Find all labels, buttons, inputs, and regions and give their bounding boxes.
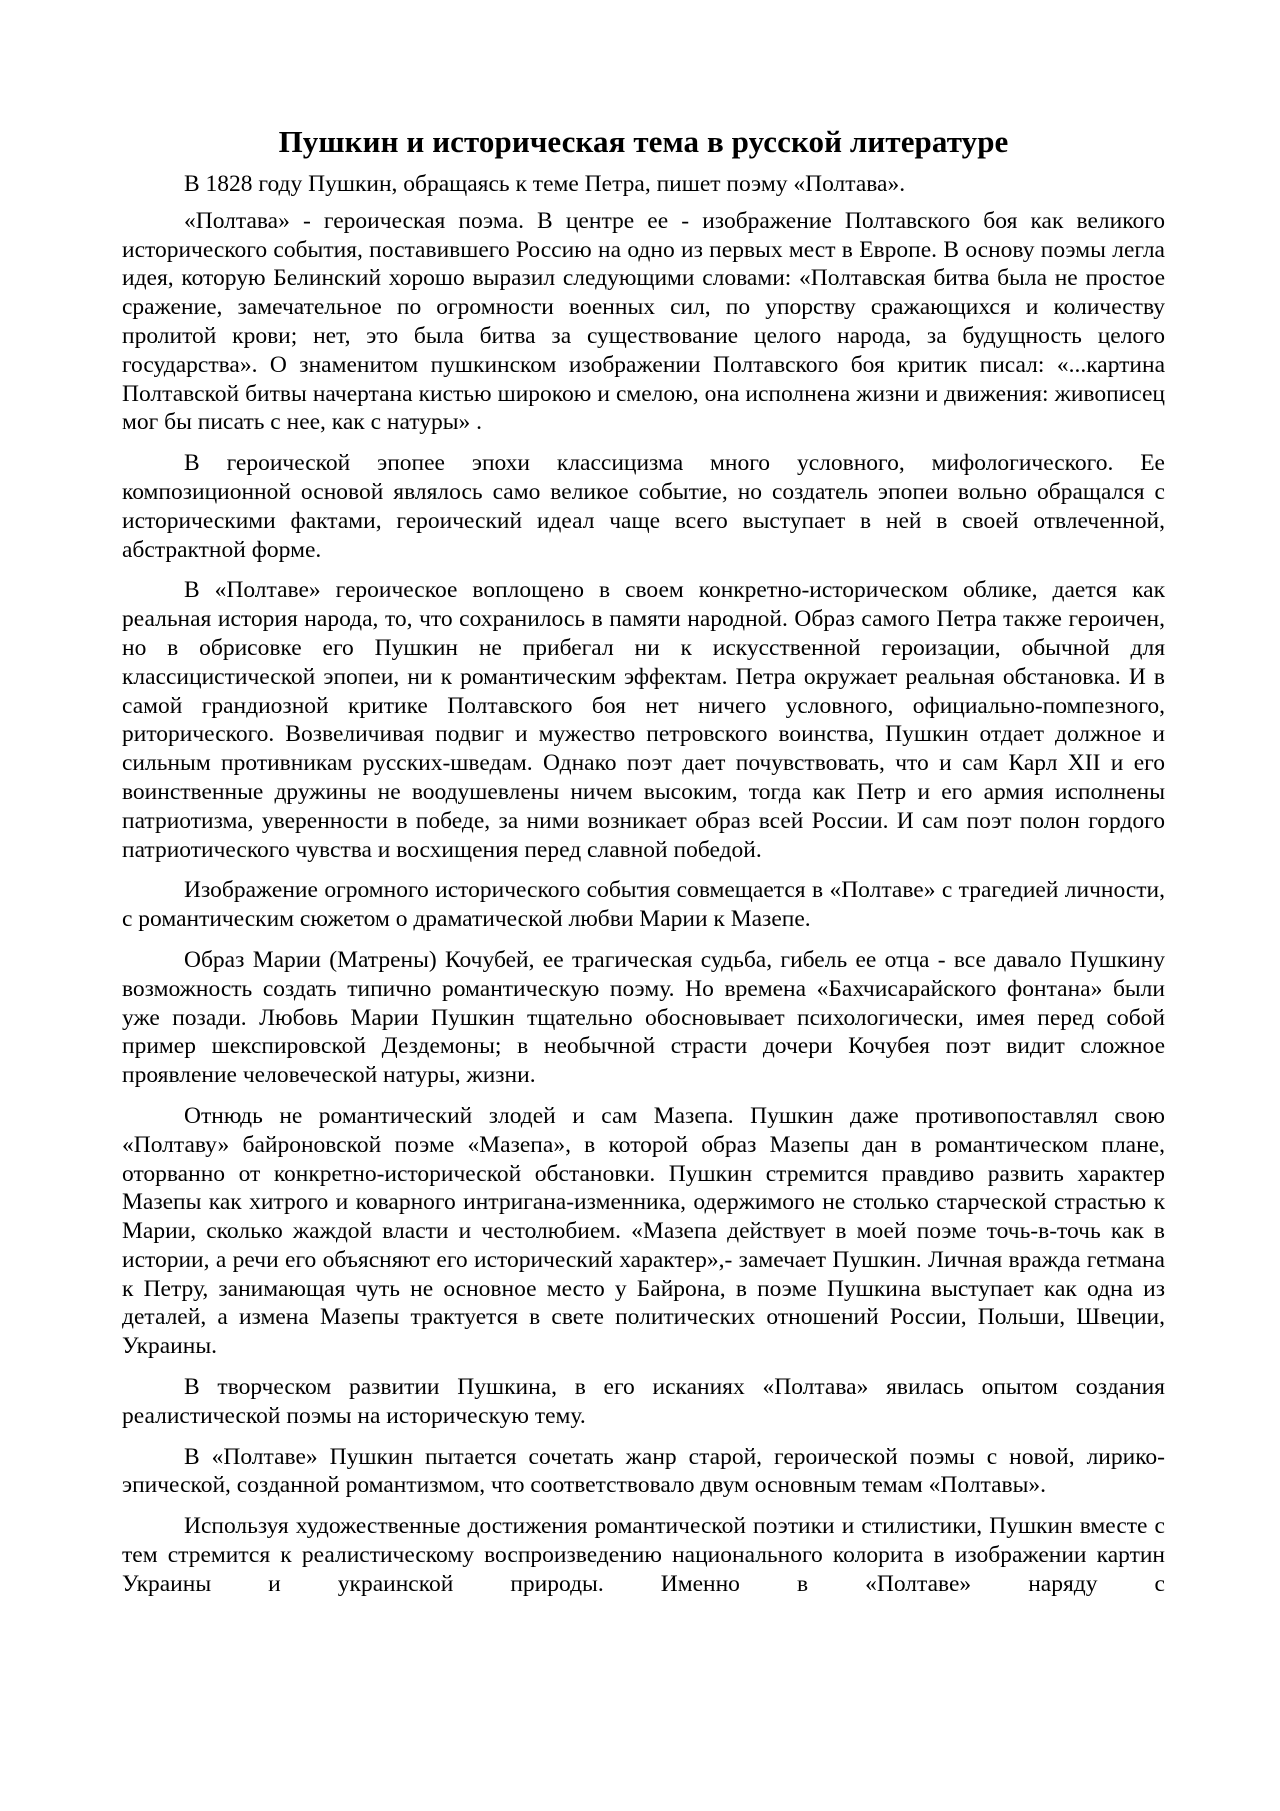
paragraph: В «Полтаве» Пушкин пытается сочетать жанр старой, героической поэмы с новой, лирико-эпической, созданной романтизмом, что соответствовало двум основным темам «Полтавы». — [122, 1443, 1165, 1499]
paragraph: «Полтава» - героическая поэма. В центре ее - изображение Полтавского боя как великого исторического события, поставившего Россию на одно из первых мест в Европе. В основу поэмы легла идея, которую Белинский хорошо выразил следующими словами: «Полтавская битва была не простое сражение, замечательное по огромности военных сил, по упорству сражающихся и количеству пролитой крови; нет, это была битва за существование целого народа, за будущность целого государства». О знаменитом пушкинском изображении Полтавского боя критик писал: «...картина Полтавской битвы начертана кистью широкою и смелою, она исполнена жизни и движения: живописец мог бы писать с нее, как с натуры» . — [122, 207, 1165, 436]
paragraph: В героической эпопее эпохи классицизма много условного, мифологического. Ее композиционной основой являлось само великое событие, но создатель эпопеи вольно обращался с историческими фактами, героический идеал чаще всего выступает в ней в своей отвлеченной, абстрактной форме. — [122, 450, 1165, 563]
paragraph: Изображение огромного исторического события совмещается в «Полтаве» с трагедией личности, с романтическим сюжетом о драматической любви Марии к Мазепе. — [122, 877, 1165, 933]
paragraph: В «Полтаве» героическое воплощено в своем конкретно-историческом облике, дается как реальная история народа, то, что сохранилось в памяти народной. Образ самого Петра также героичен, но в обрисовке его Пушкин не прибегал ни к искусственной героизации, обычной для классицистической эпопеи, ни к романтическим эффектам. Петра окружает реальная обстановка. И в самой грандиозной критике Полтавского боя нет ничего условного, официально-помпезного, риторического. Возвеличивая подвиг и мужество петровского воинства, Пушкин отдает должное и сильным противникам русских-шведам. Однако поэт дает почувствовать, что и сам Карл XII и его воинственные дружины не воодушевлены ничем высоким, тогда как Петр и его армия исполнены патриотизма, уверенности в победе, за ними возникает образ всей России. И сам поэт полон гордого патриотического чувства и восхищения перед славной победой. — [122, 577, 1165, 863]
document-title: Пушкин и историческая тема в русской литературе — [278, 124, 1009, 159]
paragraph: Отнюдь не романтический злодей и сам Мазепа. Пушкин даже противопоставлял свою «Полтаву» байроновской поэме «Мазепа», в которой образ Мазепы дан в романтическом плане, оторванно от конкретно-исторической обстановки. Пушкин стремится правдиво развить характер Мазепы как хитрого и коварного интригана-изменника, одержимого не столько старческой страстью к Марии, сколько жаждой власти и честолюбием. «Мазепа действует в моей поэме точь-в-точь как в истории, а речи его объясняют его исторический характер»,- замечает Пушкин. Личная вражда гетмана к Петру, занимающая чуть не основное место у Байрона, в поэме Пушкина выступает как одна из деталей, а измена Мазепы трактуется в свете политических отношений России, Польши, Швеции, Украины. — [122, 1102, 1165, 1360]
paragraph: Образ Марии (Матрены) Кочубей, ее трагическая судьба, гибель ее отца - все давало Пушкину возможность создать типично романтическую поэму. Но времена «Бахчисарайского фонтана» были уже позади. Любовь Марии Пушкин тщательно обосновывает психологически, имея перед собой пример шекспировской Дездемоны; в необычной страсти дочери Кочубея поэт видит сложное проявление человеческой натуры, жизни. — [122, 946, 1165, 1089]
document-body — [122, 118, 1165, 1599]
paragraph: В творческом развитии Пушкина, в его исканиях «Полтава» явилась опытом создания реалистической поэмы на историческую тему. — [122, 1374, 1165, 1429]
paragraph: Используя художественные достижения романтической поэтики и стилистики, Пушкин вместе с тем стремится к реалистическому воспроизведению национального колорита в изображении картин Украины и украинской природы. Именно в «Полтаве» наряду с — [122, 1513, 1165, 1597]
paragraph: В 1828 году Пушкин, обращаясь к теме Петра, пишет поэму «Полтава». — [184, 171, 906, 197]
